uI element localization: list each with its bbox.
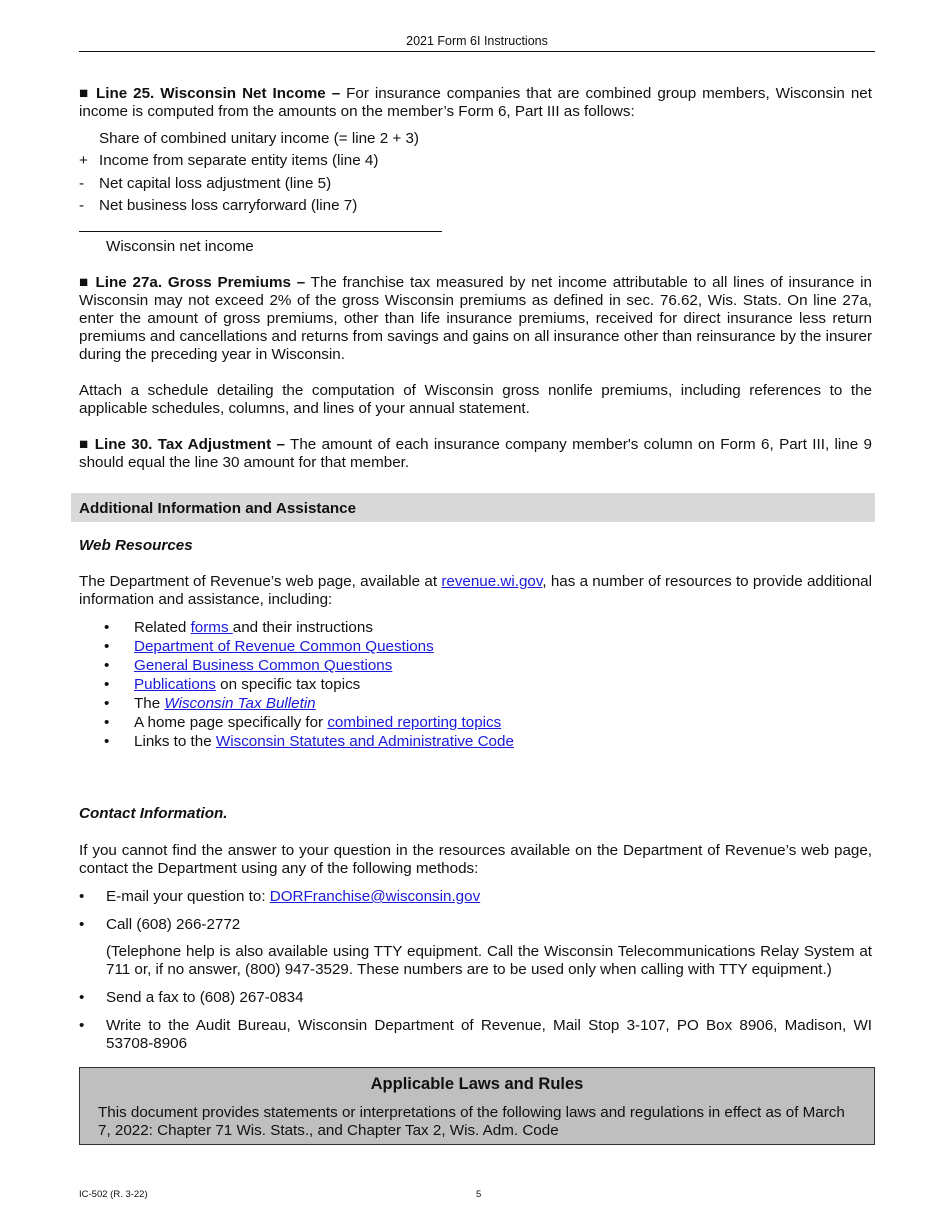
general-business-questions-link[interactable]: General Business Common Questions (134, 657, 393, 674)
line25-text: For insurance companies that are combined group members, Wisconsin net income is computed from the amounts on the member’s Form 6, Part III as follows: (79, 85, 872, 120)
bullet-icon: • (104, 676, 110, 693)
tax-bulletin-link[interactable]: Wisconsin Tax Bulletin (164, 695, 316, 712)
header-title: 2021 Form 6I Instructions (406, 34, 548, 48)
dor-common-questions-link[interactable]: Department of Revenue Common Questions (134, 638, 434, 655)
line25-paragraph (79, 85, 872, 121)
calc-text: Net capital loss adjustment (line 5) (99, 175, 332, 192)
tty-note: (Telephone help is also available using TTY equipment. Call the Wisconsin Telecommunications Relay System at 711 or, if no answer, (800) 947-3529. These numbers are to be used only when calling with TTY equipment.) (106, 943, 872, 978)
calc-operator: - (79, 175, 85, 192)
line25-heading: Line 25. Wisconsin Net Income – (95, 85, 341, 102)
line30-paragraph (79, 436, 872, 472)
calc-operator: - (79, 197, 85, 214)
publications-link[interactable]: Publications (134, 676, 216, 693)
bullet-icon: • (104, 657, 110, 674)
email-link[interactable]: DORFranchise@wisconsin.gov (269, 888, 481, 905)
line30-heading: Line 30. Tax Adjustment – (94, 436, 285, 453)
statutes-link[interactable]: Wisconsin Statutes and Administrative Code (215, 733, 514, 750)
bullet-icon: • (79, 888, 85, 905)
calc-text: Share of combined unitary income (= line 2 + 3) (99, 130, 419, 147)
line27a-text: The franchise tax measured by net income attributable to all lines of insurance in Wisconsin may not exceed 2% of the gross Wisconsin premiums as defined in sec. 76.62, Wis. Stats. On line 27a, enter the amount of gross premiums, other than life insurance premiums, received for direct insurance less return premiums and cancellations and returns from savings and gains on all insurance other than reinsurance by the insurer during the preceding year in Wisconsin. (79, 274, 872, 363)
line27a-heading: Line 27a. Gross Premiums – (95, 274, 306, 291)
page-number: 5 (476, 1189, 482, 1200)
form-number: IC-502 (R. 3-22) (79, 1189, 148, 1200)
contact-write-item: • Write to the Audit Bureau, Wisconsin Department of Revenue, Mail Stop 3-107, PO Box 8906, Madison, WI 53708-8906 (79, 1017, 872, 1052)
web-intro: The Department of Revenue’s web page, available at revenue.wi.gov, has a number of resources to provide additional information and assistance, including: (79, 573, 872, 608)
bullet-icon: • (79, 1017, 85, 1034)
contact-intro: If you cannot find the answer to your question in the resources available on the Department of Revenue’s web page, contact the Department using any of the following methods: (79, 842, 872, 877)
bullet-icon: • (79, 989, 85, 1006)
bullet-icon: • (104, 638, 110, 655)
applicable-laws-box (79, 1067, 875, 1145)
forms-link[interactable]: forms (190, 619, 233, 636)
bullet-icon: • (104, 619, 110, 636)
bullet-icon: • (104, 695, 110, 712)
web-resources-heading: Web Resources (79, 537, 193, 554)
bullet-icon: • (104, 714, 110, 731)
line27a-attach: Attach a schedule detailing the computation of Wisconsin gross nonlife premiums, including references to the applicable schedules, columns, and lines of your annual statement. (79, 382, 872, 417)
calc-text: Income from separate entity items (line 4) (99, 152, 379, 169)
combined-reporting-link[interactable]: combined reporting topics (327, 714, 502, 731)
section-header (71, 493, 875, 522)
contact-email-item: • E-mail your question to: DORFranchise@wisconsin.gov (79, 888, 481, 905)
contact-fax-item: • Send a fax to (608) 267-0834 (79, 989, 304, 1006)
page-header (79, 32, 875, 52)
revenue-link[interactable]: revenue.wi.gov (441, 573, 543, 590)
laws-title: Applicable Laws and Rules (370, 1075, 584, 1093)
square-bullet-icon: ■ (79, 436, 90, 453)
calc-text: Net business loss carryforward (line 7) (99, 197, 358, 214)
square-bullet-icon: ■ (79, 274, 90, 291)
line30-text: The amount of each insurance company member's column on Form 6, Part III, line 9 should equal the line 30 amount for that member. (79, 436, 872, 471)
calc-operator: + (79, 152, 88, 169)
bullet-icon: • (79, 916, 85, 933)
section-title: Additional Information and Assistance (79, 500, 357, 517)
square-bullet-icon: ■ (79, 85, 90, 102)
bullet-icon: • (104, 733, 110, 750)
laws-text: This document provides statements or interpretations of the following laws and regulations in effect as of March 7, 2022: Chapter 71 Wis. Stats., and Chapter Tax 2, Wis. Adm. Code (98, 1104, 845, 1139)
contact-call-item: • Call (608) 266-2772 (79, 916, 241, 933)
contact-heading: Contact Information. (79, 805, 228, 822)
sum-rule (79, 231, 442, 232)
line27a-paragraph (79, 274, 872, 364)
calc-result: Wisconsin net income (106, 238, 254, 255)
